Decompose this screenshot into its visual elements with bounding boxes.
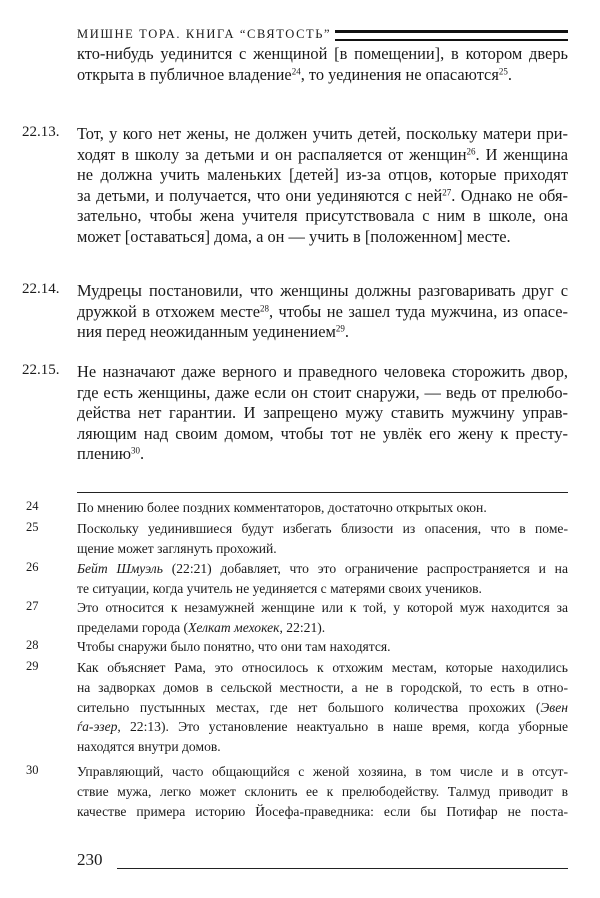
- footnote: [26, 637, 568, 657]
- text-span: ляющим над своим домом, чтобы тот не увлёк его жену к престу-: [77, 423, 568, 443]
- footnote-ref: 24: [291, 66, 301, 77]
- text-line: [77, 678, 568, 698]
- text-span: Тот, у кого нет жены, не должен учить детей, поскольку матери при-: [77, 124, 568, 143]
- footnote-ref: 28: [259, 303, 269, 314]
- text-span: Чтобы снаружи было понятно, что они там находятся.: [77, 639, 391, 654]
- text-span: . Однако не обя-: [451, 185, 568, 205]
- text-line: [77, 519, 568, 539]
- text-span: действа нет гарантии. И запрещено мужу ставить мужчину управ-: [77, 403, 568, 423]
- footnote-number: 26: [26, 560, 39, 574]
- text-line: [77, 227, 568, 248]
- text-span: плению: [77, 444, 132, 464]
- footnote-ref: 29: [335, 323, 345, 334]
- text-span: .: [507, 64, 512, 84]
- text-line: [77, 737, 568, 757]
- text-line: [77, 658, 568, 678]
- text-span: Управляющий, часто общающийся с женой хозяина, в том числе и в отсут-: [77, 764, 568, 779]
- text-span: ствие мужа, легко может склонить ее к прелюбодейству. Талмуд приводит в: [77, 783, 568, 799]
- text-line: [77, 322, 568, 343]
- text-span: , 22:13). Это установление неактуально в наше время, когда уборные: [117, 719, 568, 735]
- text-span: где есть женщины, даже если он стоит снаружи, — ведь от прелюбо-: [77, 382, 568, 402]
- footnote-number: 25: [26, 520, 39, 534]
- text-line: [77, 598, 568, 618]
- text-line: [77, 424, 568, 445]
- text-line: [77, 206, 568, 227]
- paragraph-number: 22.14.: [22, 281, 60, 297]
- paragraph: [22, 124, 568, 248]
- footnote-ref: 30: [131, 445, 141, 456]
- text-span: дружкой в отхожем месте: [77, 301, 260, 321]
- text-span: Как объясняет Рама, это относилось к отхожим местам, которые находились: [77, 660, 568, 675]
- text-span: Поскольку уединившиеся будут избегать близости из опасения, что в поме-: [77, 521, 568, 536]
- italic-title: Эвен: [540, 699, 568, 715]
- page-number: 230: [77, 850, 103, 869]
- text-line: [77, 618, 568, 638]
- footnote-number: 29: [26, 659, 39, 673]
- italic-title: ѓа-эзер: [77, 719, 118, 735]
- text-line: [77, 717, 568, 737]
- text-span: (22:21) добавляет, что это ограничение распространяется и на: [162, 561, 568, 576]
- text-span: . И женщина: [475, 144, 568, 164]
- text-line: [77, 186, 568, 207]
- text-span: Это относится к незамужней женщине или к той, у которой муж находится за: [77, 600, 568, 615]
- italic-title: Бейт Шмуэль: [77, 561, 163, 576]
- text-line: [77, 65, 568, 86]
- footnote: [26, 762, 568, 821]
- paragraph: [22, 362, 568, 465]
- text-span: ния перед неожиданным уединением: [77, 322, 336, 342]
- text-line: [77, 302, 568, 323]
- text-line: [77, 579, 568, 599]
- text-line: [77, 498, 568, 518]
- footnote-number: 24: [26, 499, 39, 513]
- paragraph-number: 22.13.: [22, 124, 60, 140]
- text-line: [77, 362, 568, 383]
- text-span: зательно, чтобы жена учителя присутствовала с ним в школе, она: [77, 206, 568, 226]
- footnote-separator: [77, 492, 568, 493]
- paragraph-number: 22.15.: [22, 362, 60, 378]
- text-span: за детьми, и получается, что они уединяются с ней: [77, 185, 443, 205]
- text-span: , чтобы не зашел туда мужчина, из опасе-: [268, 301, 568, 321]
- text-line: [77, 782, 568, 802]
- text-line: [77, 802, 568, 822]
- footer-rule: [117, 868, 568, 869]
- text-line: [77, 762, 568, 782]
- text-span: может [оставаться] дома, а он — учить в [положенном] месте.: [77, 226, 511, 246]
- footnote: [26, 658, 568, 757]
- header-double-rule: [335, 30, 568, 41]
- paragraph: [22, 281, 568, 343]
- text-span: .: [140, 444, 145, 464]
- text-span: щение может заглянуть прохожий.: [77, 540, 277, 556]
- running-header: [77, 24, 568, 44]
- text-span: те ситуации, когда учитель не уединяется с матерями своих учеников.: [77, 580, 482, 596]
- text-line: [77, 281, 568, 302]
- text-span: не должна учить маленьких [детей] из-за отцов, которые приходят: [77, 165, 568, 185]
- text-span: кто-нибудь уединится с женщиной [в помещении], в котором дверь: [77, 44, 568, 63]
- text-span: на задворках домов в сельской местности, а не в городской, то есть в отно-: [77, 679, 568, 695]
- text-line: [77, 145, 568, 166]
- text-line: [77, 383, 568, 404]
- footnote: [26, 559, 568, 599]
- text-line: [77, 444, 568, 465]
- text-span: , 22:21).: [279, 619, 326, 635]
- paragraph: [77, 44, 568, 85]
- footnote-ref: 26: [466, 146, 476, 157]
- text-span: находятся внутри домов.: [77, 739, 221, 755]
- footnote: [26, 498, 568, 518]
- text-line: [77, 44, 568, 65]
- text-line: [77, 698, 568, 718]
- footnote: [26, 519, 568, 559]
- text-line: [77, 559, 568, 579]
- text-span: открыта в публичное владение: [77, 64, 292, 84]
- running-header-title: МИШНЕ ТОРА. КНИГА “СВЯТОСТЬ”: [77, 26, 332, 41]
- text-span: Мудрецы постановили, что женщины должны разговаривать друг с: [77, 281, 568, 300]
- text-line: [77, 403, 568, 424]
- text-line: [77, 165, 568, 186]
- text-line: [77, 637, 568, 657]
- footnote-number: 30: [26, 763, 39, 777]
- footnote-number: 27: [26, 599, 39, 613]
- text-span: .: [344, 322, 349, 342]
- text-span: ходят в школу за детьми и он распаляется от женщин: [77, 144, 467, 164]
- italic-title: Хелкат мехокек: [188, 619, 280, 635]
- text-span: качестве примера историю Йосефа-праведника: если бы Потифар не поста-: [77, 803, 568, 819]
- footnote: [26, 598, 568, 638]
- footnote-ref: 27: [442, 187, 452, 198]
- text-span: сительно пустынных местах, где нет большого количества прохожих (: [77, 699, 541, 715]
- footnote-number: 28: [26, 638, 39, 652]
- text-span: Не назначают даже верного и праведного человека сторожить двор,: [77, 362, 568, 381]
- text-span: , то уединения не опасаются: [300, 64, 499, 84]
- text-line: [77, 539, 568, 559]
- text-span: По мнению более поздних комментаторов, достаточно открытых окон.: [77, 500, 487, 515]
- text-line: [77, 124, 568, 145]
- text-span: пределами города (: [77, 619, 189, 635]
- footnote-ref: 25: [498, 66, 508, 77]
